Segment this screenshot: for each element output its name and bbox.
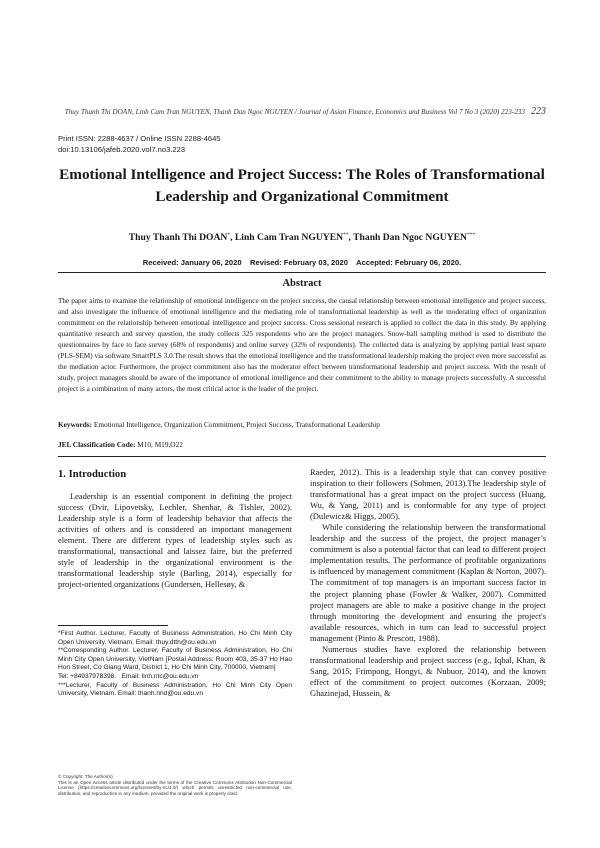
footnote-phone-email: Tel: +84937978398. Email: linh.ntc@ou.edu.vn	[58, 672, 199, 680]
running-head	[58, 106, 546, 117]
copyright-line: © Copyright: The Author(s)	[58, 774, 113, 779]
right-column	[310, 467, 546, 699]
jel-codes	[58, 440, 546, 449]
paragraph: While considering the relationship between the transformational leadership and the success of the project, the project manager’s commitment is also a potential factor that can lead to different project implementation results. The performance of profitable organizations is influenced by management commitment (Kaplan & Norton, 2007). The commitment of top managers is an important success factor in the project planning phase (Fowler & Walker, 2007). Committed project managers are able to make a positive change in the project through monitoring the development and ensuring the project's available resources, which in turn can lead to successful project management (Pinto & Prescott, 1988).	[310, 522, 546, 643]
jel-label: JEL Classification Code:	[58, 440, 138, 449]
left-column	[58, 491, 292, 590]
title-line-1: Emotional Intelligence and Project Success: The Roles of Transformational	[59, 166, 545, 183]
title-line-2: Leadership and Organizational Commitment	[155, 188, 449, 205]
author-list	[58, 232, 546, 243]
author-3-mark: ***	[466, 232, 476, 238]
divider	[58, 272, 546, 273]
footnote-third-author: ***Lecturer, Faculty of Business Administration, Ho Chi Minh City Open University, Vietnam. Email: thanh.nnd@ou.edu.vn	[58, 681, 292, 698]
abstract-heading: Abstract	[282, 278, 322, 289]
keywords-text: Emotional Intelligence, Organization Commitment, Project Success, Transformational Leadership	[93, 420, 380, 429]
paragraph: Raeder, 2012). This is a leadership style that can convey positive inspiration to their followers (Sohmen, 2013).The leadership style of transformational has a great impact on the project success (Huang, Wu, & Yang, 2011) and is conformable for any type of project (Dulewicz& Higgs, 2005).	[310, 467, 546, 522]
author-sep: ,	[348, 232, 354, 244]
footnote-first-author: *First Author. Lecturer, Faculty of Business Administration, Ho Chi Minh City Open University, Vietnam. Email: thuy.dtth@ou.edu.vn	[58, 630, 292, 646]
author-3: Thanh Dan Ngoc NGUYEN	[353, 232, 467, 244]
footnotes	[58, 630, 292, 699]
divider	[58, 456, 546, 457]
section-heading: 1. Introduction	[58, 469, 127, 480]
author-2-mark: **	[343, 232, 349, 238]
footnote-divider	[58, 625, 168, 626]
author-1: Thuy Thanh Thi DOAN	[128, 232, 228, 244]
paragraph: Leadership is an essential component in defining the project success (Dvir, Lipovetsky, Lechler, Shenhar, & Tishler, 2002). Leadership style is a form of leadership behavior that affects the activities of others and is considered an important management element. There are different types of leadership styles such as transformational, transactional and laissez faire, but the preferred style of leadership in the organizational environment is the transformational leadership style (Barling, 2014), especially for project-oriented organizations (Gundersen, Hellesøy, &	[58, 491, 292, 590]
running-head-text: Thuy Thanh Thi DOAN, Linh Cam Tran NGUYEN, Thanh Dan Ngoc NGUYEN / Journal of Asian Finance, Economics and Business Vol 7 No 3 (2020) 223-233	[64, 108, 525, 116]
page-number: 223	[531, 106, 546, 117]
author-sep: ,	[230, 232, 235, 244]
submission-dates: Received: January 06, 2020 Revised: February 03, 2020 Accepted: February 06, 2020.	[142, 258, 462, 267]
doi-line: doi:10.13106/jafeb.2020.vol7.no3.223	[58, 144, 186, 154]
keywords	[58, 420, 546, 429]
jel-text: M10, M19,O22	[137, 440, 183, 449]
author-2: Linh Cam Tran NGUYEN	[234, 232, 344, 244]
issn-block	[58, 134, 221, 155]
keywords-label: Keywords:	[58, 420, 94, 429]
author-1-mark: *	[227, 232, 231, 238]
abstract-text: The paper aims to examine the relationship of emotional intelligence on the project success, the causal relationship between emotional intelligence and project success, and also investigate the influence of emotional intelligence and the mediating role of transformational leadership as well as the moderating effect of organization commitment on the relationship between emotional intelligence and project success. Cross sessional research is applied to collect the data in this study. By applying quantitative research and survey question, the study collects 325 respondents who are the project managers. Snow-ball sampling method is used to distribute the questionnaires by face to face survey (68% of respondents) and online survey (32% of respondents). The collected data is analyzing by applying partial least square (PLS-SEM) via software SmartPLS 3.0.The result shows that the emotional intelligence and the transformational leadership making the project even more successful as the mediation actor. Furthermore, the project commitment also has the moderator effect between transformational leadership and project success. With the result of study, project managers should be aware of the importance of emotional intelligence and their commitment to the ability to manage projects successfully. A successful project is a combination of many actors, the most critical actor is the leader of the project.	[58, 297, 546, 394]
issn-line: Print ISSN: 2288-4637 / Online ISSN 2288-4645	[58, 134, 221, 143]
footnote-corresponding-author: **Corresponding Author. Lecturer, Faculty of Business Administration, Ho Chi Minh City Open University, VietNam [Postal Address: Room 403, 35-37 Ho Hao Hon Street, Co Giang Ward, District 1, Ho Chi Minh City, 700000, Vietnam]	[58, 647, 292, 672]
paragraph: Numerous studies have explored the relationship between transformational leadership and project success (e.g., Iqbal, Khan, & Sang, 2015; Frimpong, Hongyi, & Nubuor, 2014), and the known effect of the commitment to project outcomes (Korzaan, 2009; Ghazinejad, Hussein, &	[310, 643, 546, 698]
paper-title	[58, 164, 546, 208]
license-text: This is an Open Access article distributed under the terms of the Creative Commons Attribution Non-Commercial License (https://creativecommons.org/licenses/by-nc/4.0/) which permits unrestricted non-commercial use, distribution, and reproduction in any medium, provided the original work is properly cited.	[58, 779, 292, 796]
license-notice	[58, 774, 292, 796]
